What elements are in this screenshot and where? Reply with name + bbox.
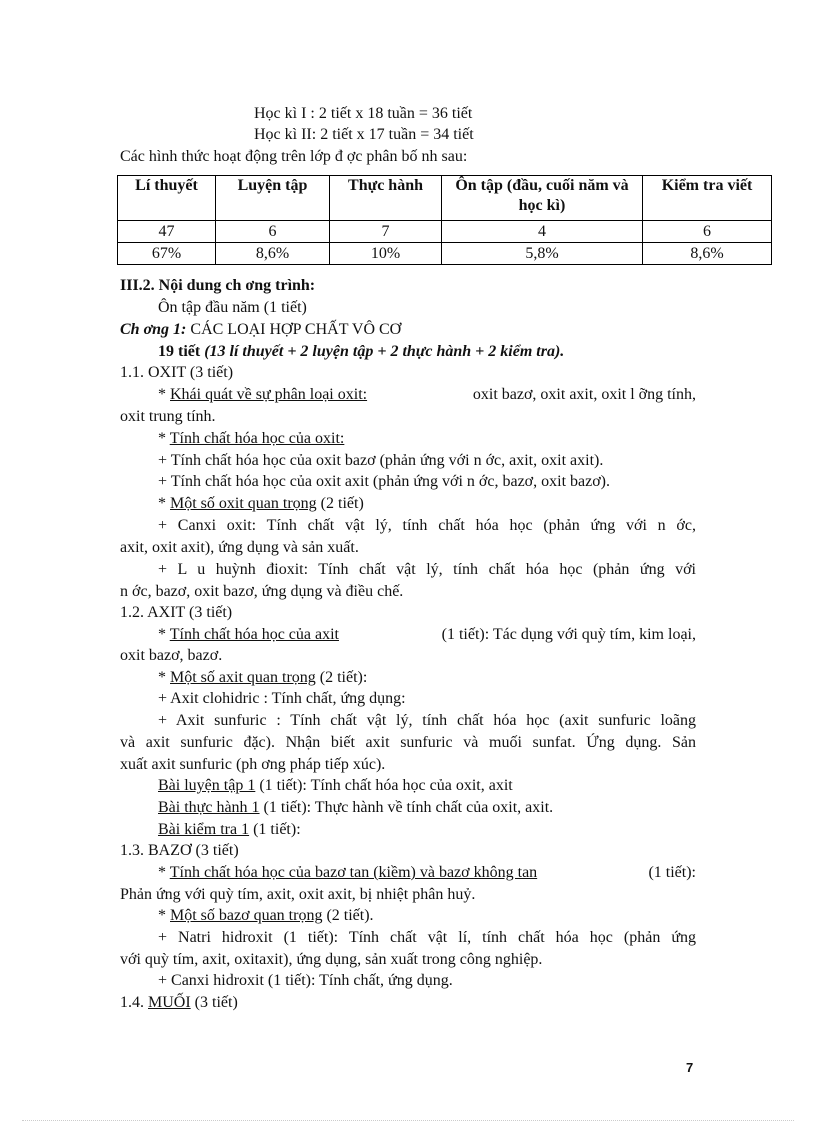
luu-huynh-2: n ớc, bazơ, oxit bazơ, ứng dụng và điều chế.	[120, 583, 404, 600]
schedule-hk1: Học kì I : 2 tiết x 18 tuần = 36 tiết	[254, 105, 473, 122]
bazo-title: 1.3. BAZƠ (3 tiết)	[120, 842, 239, 859]
lab-label: Bài thực hành 1	[158, 799, 260, 816]
count-cell: 47	[118, 221, 216, 243]
chapter-hours: 19 tiết	[158, 343, 201, 360]
review-line: Ôn tập đầu năm (1 tiết)	[158, 299, 307, 316]
header-cell: Lí thuyết	[118, 176, 216, 221]
page-bottom-divider	[22, 1120, 794, 1121]
oxit-general-line: * Khái quát về sự phân loại oxit: oxit bazơ, oxit axit, oxit l ỡng tính,	[158, 386, 696, 403]
percent-cell: 8,6%	[216, 243, 330, 265]
bazo-important-line: * Một số bazơ quan trọng (2 tiết).	[158, 907, 374, 924]
oxit-chem-line: * Tính chất hóa học của oxit:	[158, 430, 345, 447]
table-row-percents	[118, 243, 772, 265]
axit-chem-cont: oxit bazơ, bazơ.	[120, 647, 223, 664]
lab-line	[158, 798, 553, 818]
oxit-general-text: oxit bazơ, oxit axit, oxit l ỡng tính,	[472, 386, 696, 403]
chapter-prefix: Ch ơng 1:	[120, 321, 187, 338]
schedule-intro: Các hình thức hoạt động trên lớp đ ợc phân bố nh sau:	[120, 148, 468, 165]
lab-text: (1 tiết): Thực hành về tính chất của oxit, axit.	[263, 799, 554, 816]
axit-chem-label: Tính chất hóa học của axit	[169, 626, 339, 643]
count-cell: 4	[442, 221, 643, 243]
test-label: Bài kiểm tra 1	[158, 821, 250, 838]
luu-huynh-1: + L u huỳnh đioxit: Tính chất vật lý, tính chất hóa học (phản ứng với	[158, 561, 696, 578]
axit-h2so4-1: + Axit sunfuric : Tính chất vật lý, tính chất hóa học (axit sunfuric loãng	[158, 712, 696, 729]
schedule-hk2: Học kì II: 2 tiết x 17 tuần = 34 tiết	[254, 126, 474, 143]
caoh: + Canxi hidroxit (1 tiết): Tính chất, ứng dụng.	[158, 972, 453, 989]
canxi-oxit-1: + Canxi oxit: Tính chất vật lý, tính chất hóa học (phản ứng với n ớc,	[158, 517, 696, 534]
chapter-hours-detail: (13 lí thuyết + 2 luyện tập + 2 thực hành + 2 kiểm tra).	[204, 343, 565, 360]
distribution-table	[117, 175, 772, 265]
axit-important-line: * Một số axit quan trọng (2 tiết):	[158, 669, 368, 686]
bazo-important-hours: (2 tiết).	[326, 907, 374, 924]
count-cell: 6	[643, 221, 772, 243]
header-cell: Luyện tập	[216, 176, 330, 221]
count-cell: 7	[330, 221, 442, 243]
percent-cell: 67%	[118, 243, 216, 265]
oxit-important-hours: (2 tiết)	[320, 495, 364, 512]
table-header-row	[118, 176, 772, 221]
axit-important-label: Một số axit quan trọng	[170, 669, 316, 686]
canxi-oxit-2: axit, oxit axit), ứng dụng và sản xuất.	[120, 539, 359, 556]
percent-cell: 8,6%	[643, 243, 772, 265]
bazo-chem-label: Tính chất hóa học của bazơ tan (kiềm) và bazơ không tan	[169, 864, 538, 881]
header-cell: Kiểm tra viết	[643, 176, 772, 221]
bazo-important-label: Một số bazơ quan trọng	[170, 907, 323, 924]
oxit-important-label: Một số oxit quan trọng	[170, 495, 317, 512]
chapter-title: CÁC LOẠI HỢP CHẤT VÔ CƠ	[190, 321, 402, 338]
chapter-title-line	[120, 320, 401, 340]
axit-chem-text: (1 tiết): Tác dụng với quỳ tím, kim loại,	[441, 626, 696, 643]
naoh-1: + Natri hidroxit (1 tiết): Tính chất vật lí, tính chất hóa học (phản ứng	[158, 929, 696, 946]
oxit-title: 1.1. OXIT (3 tiết)	[120, 364, 234, 381]
bazo-chem-line: * Tính chất hóa học của bazơ tan (kiềm) và bazơ không tan (1 tiết):	[158, 864, 696, 881]
practice-label: Bài luyện tập 1	[158, 777, 256, 794]
test-text: (1 tiết):	[253, 821, 301, 838]
percent-cell: 5,8%	[442, 243, 643, 265]
muoi-title	[120, 993, 238, 1013]
oxit-chem-1: + Tính chất hóa học của oxit bazơ (phản ứng với n ớc, axit, oxit axit).	[158, 452, 604, 469]
chapter-hours-line	[158, 342, 564, 362]
table-row-counts	[118, 221, 772, 243]
axit-h2so4-2: và axit sunfuric đặc). Nhận biết axit sunfuric và muối sunfat. Ứng dụng. Sản	[120, 734, 696, 751]
header-cell: Ôn tập (đầu, cuối năm và học kì)	[442, 176, 643, 221]
bazo-chem-hours: (1 tiết):	[648, 864, 696, 881]
muoi-hours: (3 tiết)	[194, 994, 238, 1011]
axit-important-hours: (2 tiết):	[319, 669, 368, 686]
oxit-general-label: Khái quát về sự phân loại oxit:	[170, 386, 368, 403]
axit-title: 1.2. AXIT (3 tiết)	[120, 604, 233, 621]
header-cell: Thực hành	[330, 176, 442, 221]
naoh-2: với quỳ tím, axit, oxitaxit), ứng dụng, sản xuất trong công nghiệp.	[120, 951, 543, 968]
practice-text: (1 tiết): Tính chất hóa học của oxit, axit	[259, 777, 513, 794]
oxit-general-cont: oxit trung tính.	[120, 408, 216, 425]
section-heading: III.2. Nội dung ch ơng trình:	[120, 277, 316, 294]
axit-h2so4-3: xuất axit sunfuric (ph ơng pháp tiếp xúc).	[120, 756, 386, 773]
test-line	[158, 820, 301, 840]
practice-line	[158, 776, 513, 796]
axit-hcl: + Axit clohidric : Tính chất, ứng dụng:	[158, 690, 406, 707]
muoi-word: MUỐI	[148, 994, 191, 1011]
oxit-chem-2: + Tính chất hóa học của oxit axit (phản ứng với n ớc, bazơ, oxit bazơ).	[158, 473, 611, 490]
page-number: 7	[686, 1060, 694, 1075]
oxit-important-line: * Một số oxit quan trọng (2 tiết)	[158, 495, 364, 512]
count-cell: 6	[216, 221, 330, 243]
percent-cell: 10%	[330, 243, 442, 265]
bazo-chem-text: Phản ứng với quỳ tím, axit, oxit axit, bị nhiệt phân huỷ.	[120, 886, 476, 903]
oxit-chem-label: Tính chất hóa học của oxit:	[169, 430, 345, 447]
axit-chem-line: * Tính chất hóa học của axit (1 tiết): Tác dụng với quỳ tím, kim loại,	[158, 626, 696, 643]
muoi-prefix: 1.4.	[120, 994, 144, 1011]
